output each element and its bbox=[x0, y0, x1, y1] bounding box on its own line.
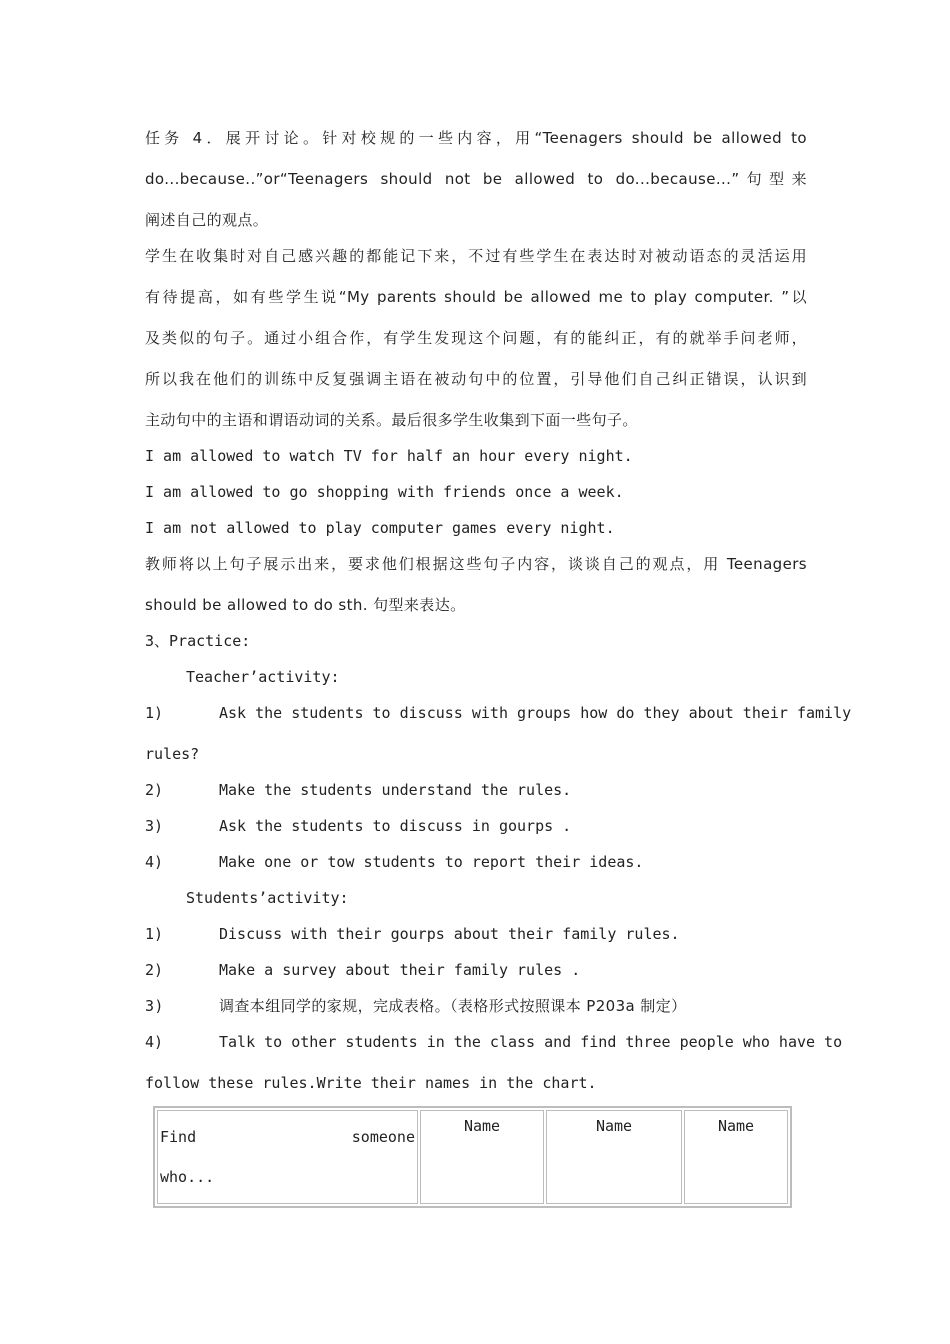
item-number: 1) bbox=[145, 925, 164, 943]
item-text: Talk to other students in the class and find three people who have to bbox=[219, 1033, 843, 1051]
reflection-line-5: 主动句中的主语和谓语动词的关系。最后很多学生收集到下面一些句子。 bbox=[145, 411, 638, 429]
example-sentence-3: I am not allowed to play computer games every night. bbox=[145, 519, 615, 537]
item-number: 3) bbox=[145, 817, 164, 835]
teacher-item-2 bbox=[145, 772, 807, 808]
find-label: Find bbox=[160, 1128, 197, 1146]
student-item-4 bbox=[145, 1024, 843, 1065]
teacher-note-line-1: 教师将以上句子展示出来，要求他们根据这些句子内容，谈谈自己的观点，用 Teenagers bbox=[145, 555, 807, 573]
student-item-4-continued: follow these rules.Write their names in the chart. bbox=[145, 1074, 597, 1092]
task4-line-3: 阐述自己的观点。 bbox=[145, 211, 269, 229]
reflection-line-1: 学生在收集时对自己感兴趣的都能记下来，不过有些学生在表达时对被动语态的灵活运用 bbox=[145, 247, 807, 265]
task4-line-1: 任务 4．展开讨论。针对校规的一些内容，用“Teenagers should be allowed to bbox=[145, 129, 807, 147]
item-text: 调查本组同学的家规，完成表格。（表格形式按照课本 P203a 制定） bbox=[219, 997, 687, 1015]
teacher-note-line-2: should be allowed to do sth. 句型来表达。 bbox=[145, 596, 466, 614]
table-row bbox=[157, 1110, 788, 1204]
task4-line-2: do...because..”or“Teenagers should not be allowed to do...because...”句型来 bbox=[145, 170, 807, 188]
item-text: Ask the students to discuss with groups how do they about their family bbox=[219, 704, 852, 722]
item-number: 4) bbox=[145, 853, 164, 871]
item-text: Ask the students to discuss in gourps . bbox=[219, 817, 572, 835]
teacher-item-1 bbox=[145, 695, 852, 736]
item-number: 3) bbox=[145, 997, 164, 1015]
item-text: Discuss with their gourps about their family rules. bbox=[219, 925, 680, 943]
item-number: 4) bbox=[145, 1033, 164, 1051]
teacher-item-1-continued: rules? bbox=[145, 745, 200, 763]
item-number: 1) bbox=[145, 704, 164, 722]
find-someone-cell bbox=[157, 1110, 418, 1204]
item-number: 2) bbox=[145, 781, 164, 799]
example-sentence-1: I am allowed to watch TV for half an hour every night. bbox=[145, 447, 633, 465]
item-text: Make one or tow students to report their ideas. bbox=[219, 853, 644, 871]
who-label: who... bbox=[160, 1168, 215, 1186]
item-text: Make the students understand the rules. bbox=[219, 781, 572, 799]
name-cell-1: Name bbox=[420, 1110, 544, 1204]
item-number: 2) bbox=[145, 961, 164, 979]
students-activity-heading: Students’activity: bbox=[186, 889, 349, 907]
example-sentence-2: I am allowed to go shopping with friends once a week. bbox=[145, 483, 624, 501]
teacher-item-3 bbox=[145, 808, 807, 844]
name-cell-2: Name bbox=[546, 1110, 682, 1204]
reflection-line-2: 有待提高，如有些学生说“My parents should be allowed me to play computer. ”以 bbox=[145, 288, 807, 306]
names-chart bbox=[153, 1106, 792, 1208]
reflection-line-3: 及类似的句子。通过小组合作，有学生发现这个问题，有的能纠正，有的就举手问老师， bbox=[145, 329, 807, 347]
teacher-activity-heading: Teacher’activity: bbox=[186, 668, 340, 686]
student-item-2 bbox=[145, 952, 807, 988]
student-item-1 bbox=[145, 916, 807, 952]
item-text: Make a survey about their family rules . bbox=[219, 961, 581, 979]
name-cell-3: Name bbox=[684, 1110, 788, 1204]
reflection-line-4: 所以我在他们的训练中反复强调主语在被动句中的位置，引导他们自己纠正错误，认识到 bbox=[145, 370, 807, 388]
teacher-item-4 bbox=[145, 844, 807, 880]
practice-heading: 3、Practice: bbox=[145, 632, 251, 650]
student-item-3 bbox=[145, 988, 807, 1024]
someone-label: someone bbox=[351, 1128, 415, 1146]
document-body bbox=[145, 120, 852, 1101]
